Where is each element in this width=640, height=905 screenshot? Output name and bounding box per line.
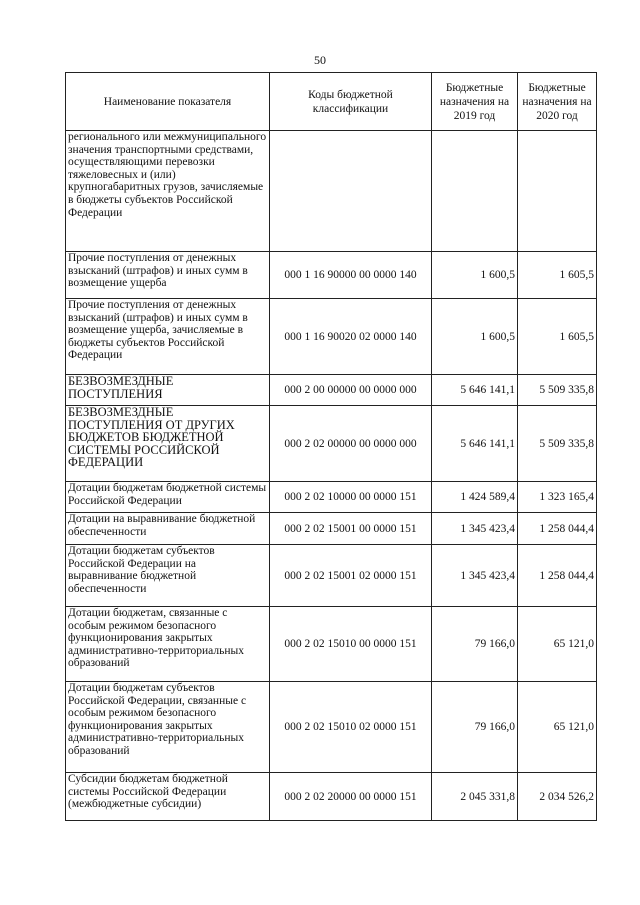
page-number: 50 bbox=[314, 53, 326, 67]
row-name: Дотации на выравнивание бюджетной обеспеченности bbox=[66, 513, 270, 545]
row-code: 000 2 02 15001 02 0000 151 bbox=[270, 545, 432, 607]
table-row bbox=[66, 406, 597, 482]
table-row bbox=[66, 252, 597, 299]
row-value-2019: 2 045 331,8 bbox=[432, 773, 518, 821]
row-name: БЕЗВОЗМЕЗДНЫЕ ПОСТУПЛЕНИЯ bbox=[66, 375, 270, 406]
row-value-2020: 65 121,0 bbox=[518, 682, 597, 773]
header-2020: Бюджетные назначения на 2020 год bbox=[518, 73, 597, 131]
table-row bbox=[66, 375, 597, 406]
row-code: 000 2 02 15010 02 0000 151 bbox=[270, 682, 432, 773]
row-value-2020: 65 121,0 bbox=[518, 607, 597, 682]
table-row bbox=[66, 482, 597, 513]
row-name: Дотации бюджетам субъектов Российской Федерации, связанные с особым режимом безопасного функционирования закрытых административно-территориальных образований bbox=[66, 682, 270, 773]
table-row bbox=[66, 773, 597, 821]
row-value-2019: 5 646 141,1 bbox=[432, 406, 518, 482]
table-row bbox=[66, 607, 597, 682]
row-name: Дотации бюджетам бюджетной системы Российской Федерации bbox=[66, 482, 270, 513]
row-value-2019 bbox=[432, 131, 518, 252]
row-name: Дотации бюджетам субъектов Российской Федерации на выравнивание бюджетной обеспеченности bbox=[66, 545, 270, 607]
row-value-2020: 1 258 044,4 bbox=[518, 545, 597, 607]
row-code: 000 2 02 15001 00 0000 151 bbox=[270, 513, 432, 545]
row-name: регионального или межмуниципального значения транспортными средствами, осуществляющими перевозки тяжеловесных и (или) крупногабаритных грузов, зачисляемые в бюджеты субъектов Российской Федерации bbox=[66, 131, 270, 252]
row-value-2019: 1 345 423,4 bbox=[432, 513, 518, 545]
row-value-2019: 1 424 589,4 bbox=[432, 482, 518, 513]
table-row bbox=[66, 299, 597, 375]
row-value-2019: 1 345 423,4 bbox=[432, 545, 518, 607]
row-value-2019: 5 646 141,1 bbox=[432, 375, 518, 406]
row-value-2019: 79 166,0 bbox=[432, 607, 518, 682]
row-name: Дотации бюджетам, связанные с особым режимом безопасного функционирования закрытых административно-территориальных образований bbox=[66, 607, 270, 682]
row-code: 000 2 02 15010 00 0000 151 bbox=[270, 607, 432, 682]
row-value-2020: 1 323 165,4 bbox=[518, 482, 597, 513]
header-name: Наименование показателя bbox=[66, 73, 270, 131]
row-code: 000 2 00 00000 00 0000 000 bbox=[270, 375, 432, 406]
row-value-2020: 1 605,5 bbox=[518, 252, 597, 299]
table-row bbox=[66, 682, 597, 773]
row-name: Прочие поступления от денежных взысканий (штрафов) и иных сумм в возмещение ущерба bbox=[66, 252, 270, 299]
row-name: Субсидии бюджетам бюджетной системы Российской Федерации (межбюджетные субсидии) bbox=[66, 773, 270, 821]
row-code: 000 2 02 20000 00 0000 151 bbox=[270, 773, 432, 821]
table-row bbox=[66, 545, 597, 607]
row-code: 000 1 16 90000 00 0000 140 bbox=[270, 252, 432, 299]
row-code: 000 2 02 00000 00 0000 000 bbox=[270, 406, 432, 482]
row-value-2019: 79 166,0 bbox=[432, 682, 518, 773]
row-value-2020: 1 258 044,4 bbox=[518, 513, 597, 545]
budget-table bbox=[65, 72, 597, 821]
row-name: БЕЗВОЗМЕЗДНЫЕ ПОСТУПЛЕНИЯ ОТ ДРУГИХ БЮДЖЕТОВ БЮДЖЕТНОЙ СИСТЕМЫ РОССИЙСКОЙ ФЕДЕРАЦИИ bbox=[66, 406, 270, 482]
table-row bbox=[66, 513, 597, 545]
header-2019: Бюджетные назначения на 2019 год bbox=[432, 73, 518, 131]
row-value-2020: 2 034 526,2 bbox=[518, 773, 597, 821]
table-row bbox=[66, 131, 597, 252]
row-name: Прочие поступления от денежных взысканий (штрафов) и иных сумм в возмещение ущерба, зачисляемые в бюджеты субъектов Российской Федерации bbox=[66, 299, 270, 375]
row-code: 000 2 02 10000 00 0000 151 bbox=[270, 482, 432, 513]
row-value-2019: 1 600,5 bbox=[432, 252, 518, 299]
row-value-2019: 1 600,5 bbox=[432, 299, 518, 375]
table-header-row bbox=[66, 73, 597, 131]
row-code: 000 1 16 90020 02 0000 140 bbox=[270, 299, 432, 375]
row-code bbox=[270, 131, 432, 252]
row-value-2020: 5 509 335,8 bbox=[518, 406, 597, 482]
row-value-2020: 1 605,5 bbox=[518, 299, 597, 375]
row-value-2020 bbox=[518, 131, 597, 252]
header-codes: Коды бюджетной классификации bbox=[270, 73, 432, 131]
row-value-2020: 5 509 335,8 bbox=[518, 375, 597, 406]
